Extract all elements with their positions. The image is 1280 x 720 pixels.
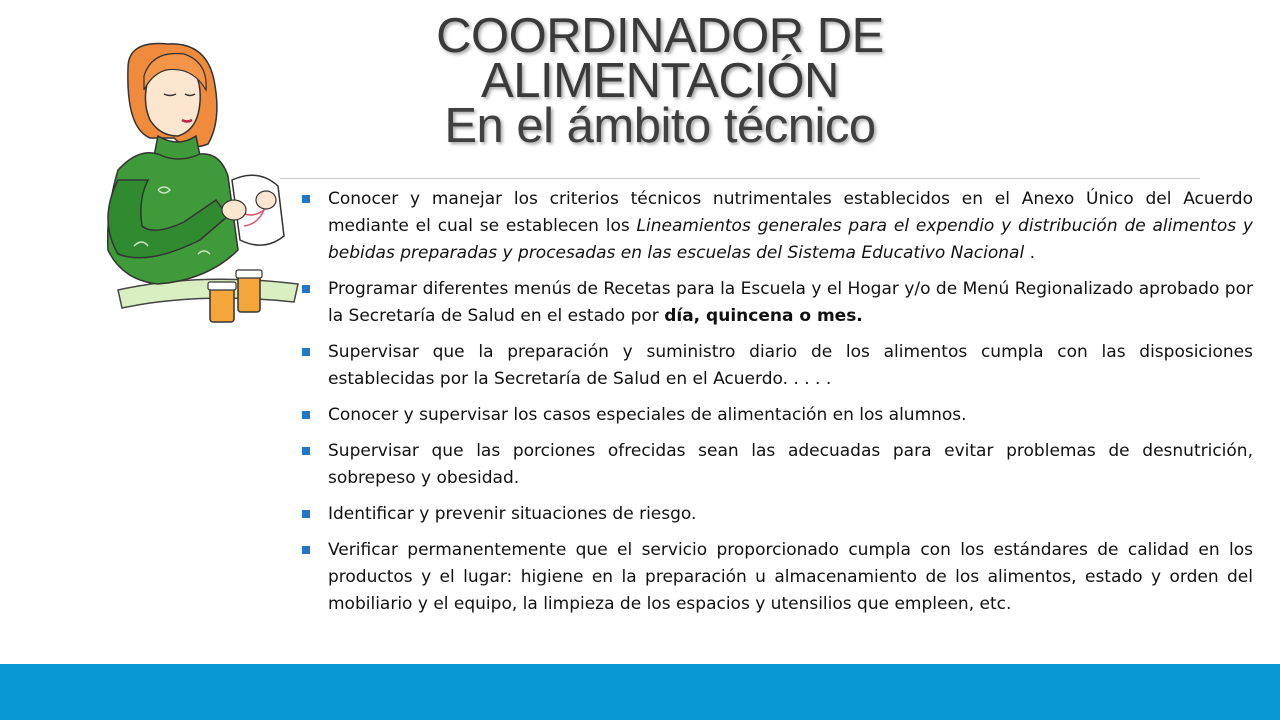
title-line-3: En el ámbito técnico bbox=[444, 99, 876, 153]
bullet-list bbox=[300, 186, 1253, 627]
bullet-text: Supervisar que las porciones ofrecidas sean las adecuadas para evitar problemas de desnutrición, sobrepeso y obesidad. bbox=[328, 441, 1253, 488]
title-line-2: ALIMENTACIÓN bbox=[481, 54, 839, 108]
bullet-item bbox=[300, 339, 1253, 393]
bullet-item bbox=[300, 537, 1253, 618]
bullet-text: Conocer y supervisar los casos especiales de alimentación en los alumnos. bbox=[328, 405, 967, 425]
square-bullet-icon bbox=[302, 411, 310, 419]
bullet-item bbox=[300, 438, 1253, 492]
square-bullet-icon bbox=[302, 285, 310, 293]
bullet-item bbox=[300, 402, 1253, 429]
bullet-item bbox=[300, 186, 1253, 267]
title-line-1: COORDINADOR DE bbox=[436, 9, 884, 63]
bullet-text-end: . bbox=[1024, 243, 1035, 263]
bullet-text: Verificar permanentemente que el servicio proporcionado cumpla con los estándares de calidad en los productos y el lugar: higiene en la preparación u almacenamiento de los alimentos, estado y orden del mobiliario y el equipo, la limpieza de los espacios y utensilios que empleen, etc. bbox=[328, 540, 1253, 614]
bullet-item bbox=[300, 276, 1253, 330]
square-bullet-icon bbox=[302, 546, 310, 554]
title-divider bbox=[280, 178, 1200, 179]
square-bullet-icon bbox=[302, 195, 310, 203]
square-bullet-icon bbox=[302, 348, 310, 356]
bullet-bold-text: día, quincena o mes. bbox=[664, 306, 863, 326]
slide-title bbox=[300, 9, 1020, 153]
bullet-text: Identificar y prevenir situaciones de riesgo. bbox=[328, 504, 697, 524]
square-bullet-icon bbox=[302, 447, 310, 455]
bullet-text: Programar diferentes menús de Recetas para la Escuela y el Hogar y/o de Menú Regionalizado aprobado por la Secretaría de Salud en el estado por bbox=[328, 279, 1253, 326]
bullet-text: Supervisar que la preparación y suministro diario de los alimentos cumpla con las disposiciones establecidas por la Secretaría de Salud en el Acuerdo. . . . . bbox=[328, 342, 1253, 389]
bullet-item bbox=[300, 501, 1253, 528]
bullet-italic-text: Lineamientos generales para el expendio y distribución de alimentos y bebidas preparadas y procesadas en las escuelas del Sistema Educativo Nacional bbox=[328, 216, 1253, 263]
woman-cook-illustration bbox=[88, 40, 308, 330]
bottom-accent-bar bbox=[0, 664, 1280, 720]
bullet-text: Conocer y manejar los criterios técnicos nutrimentales establecidos en el Anexo Único del Acuerdo mediante el cual se establecen los bbox=[328, 189, 1253, 236]
square-bullet-icon bbox=[302, 510, 310, 518]
